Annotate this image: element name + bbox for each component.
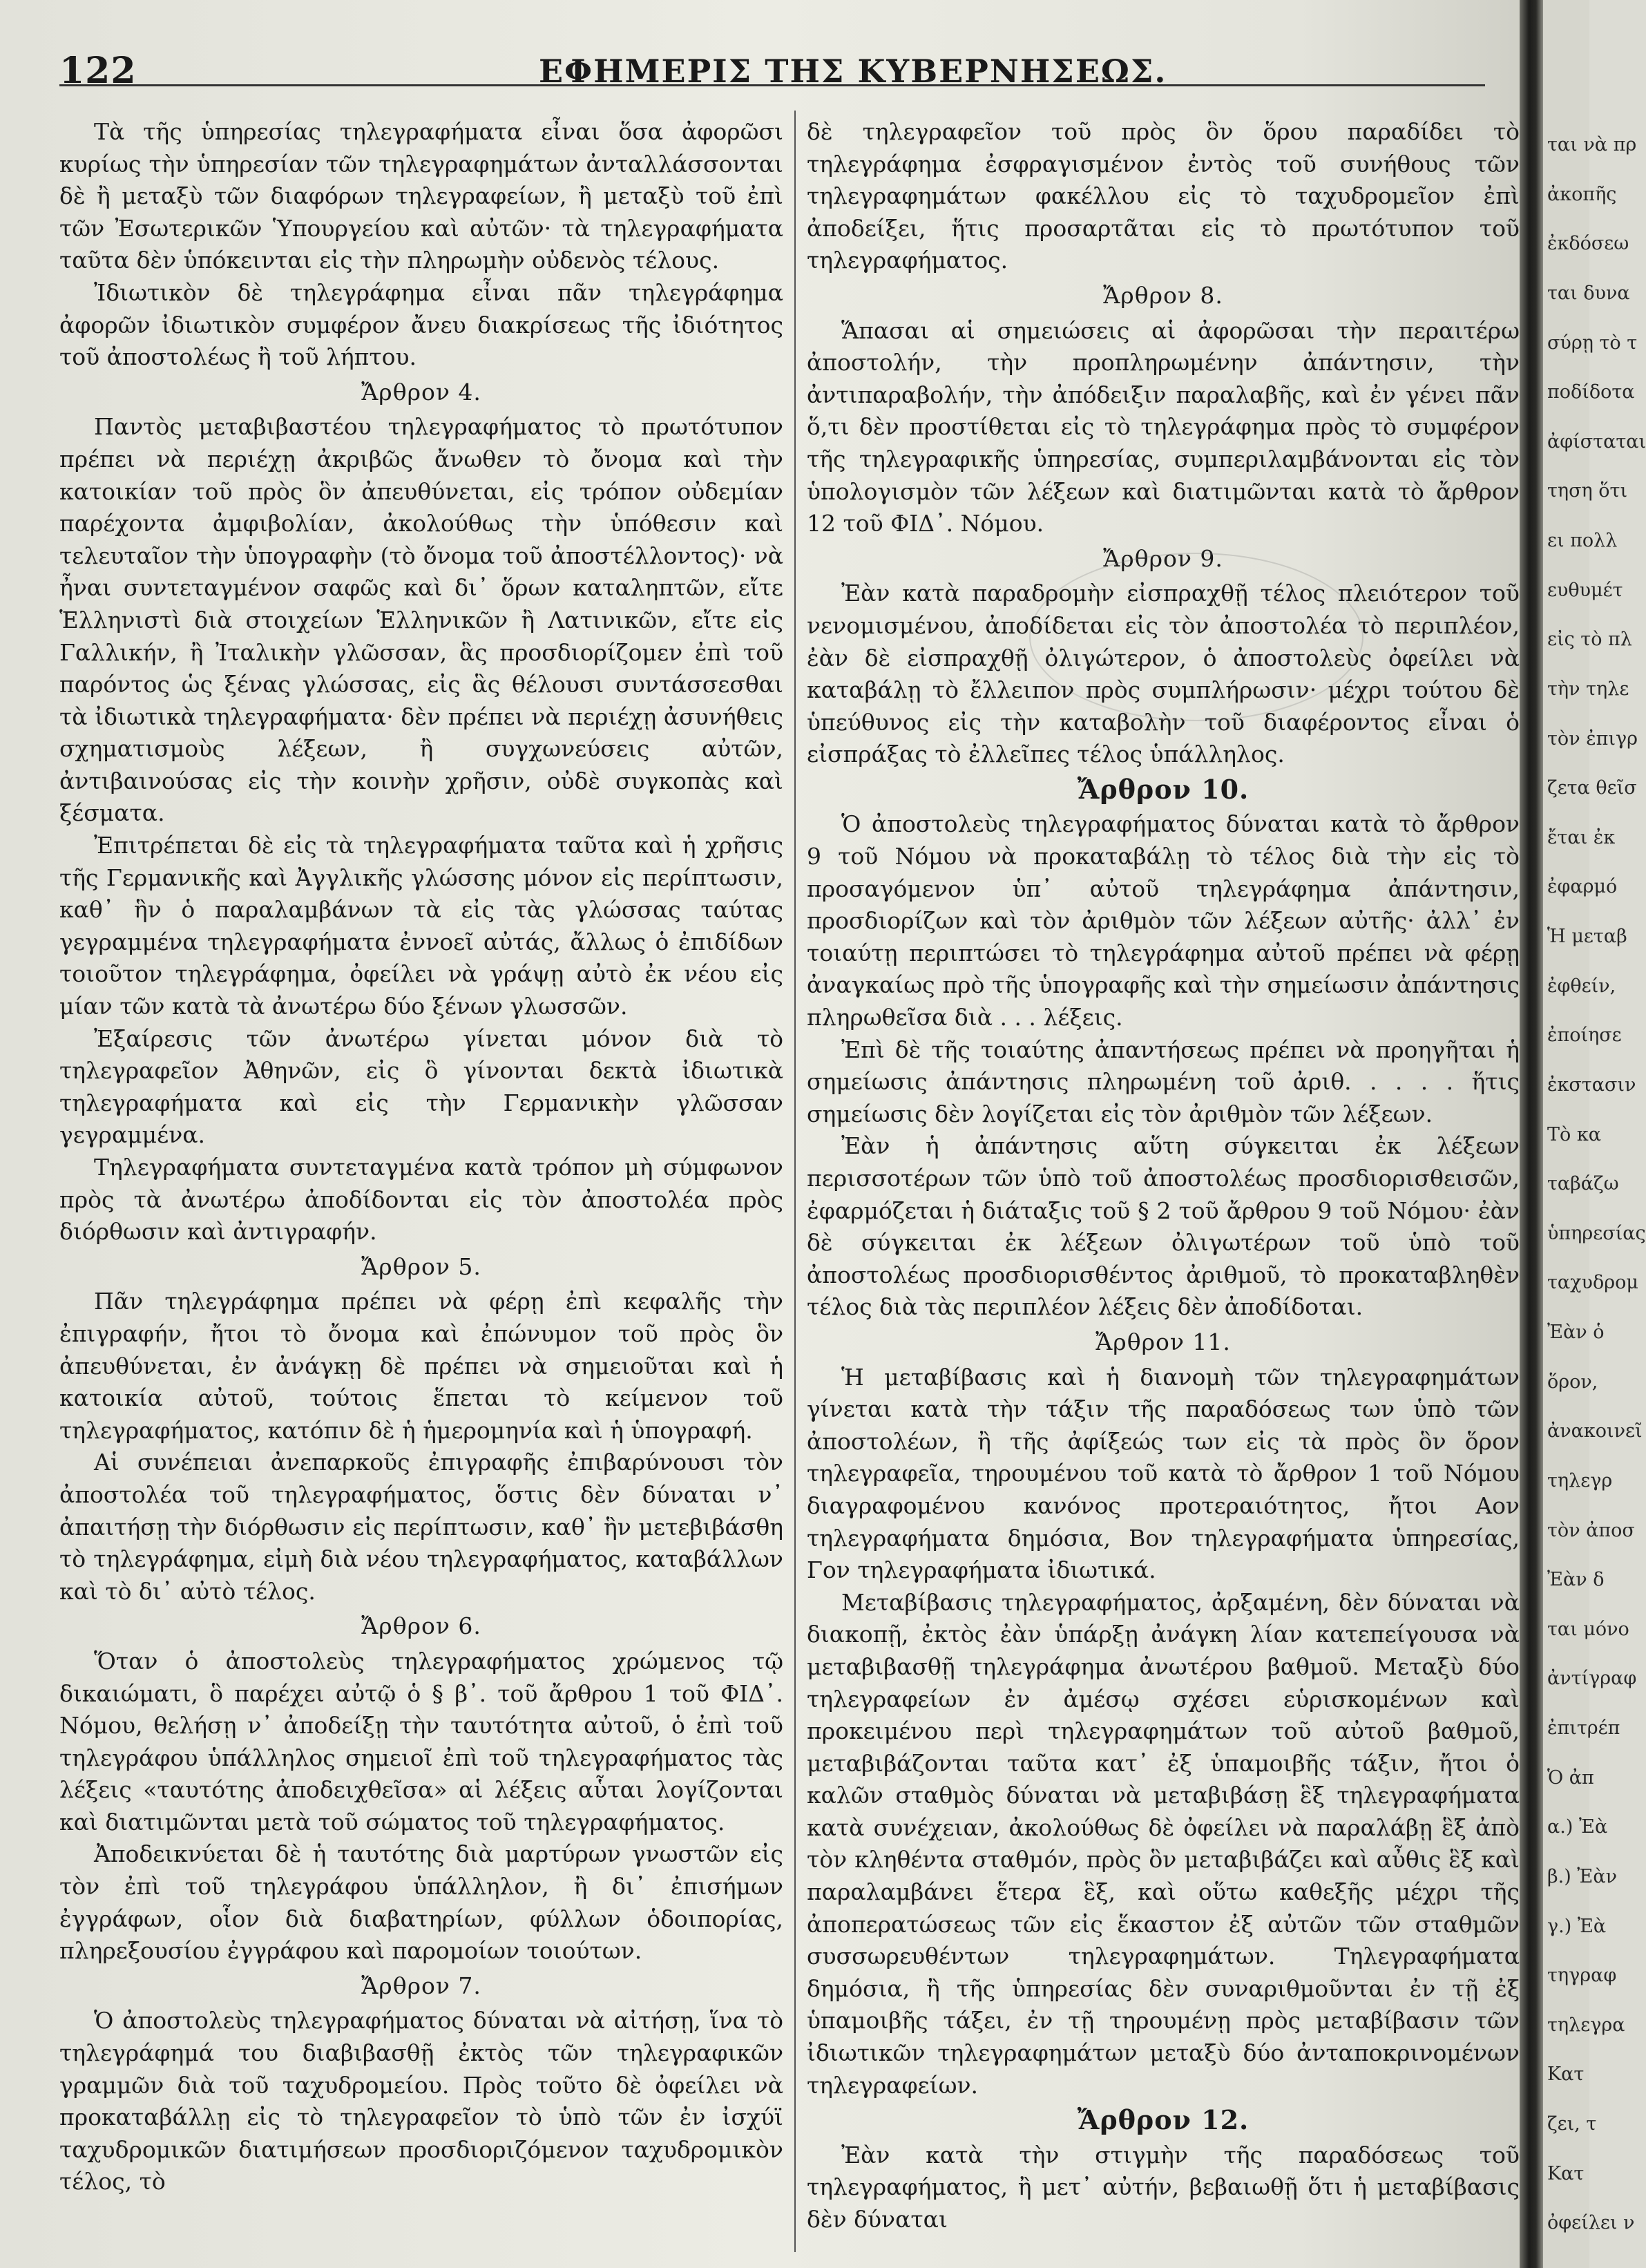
facing-page-fragment: ται νὰ πρ [1547,134,1637,155]
facing-page-fragment: ἐκδόσεω [1547,233,1629,255]
paragraph: Ὁ ἀποστολεὺς τηλεγραφήματος δύναται κατὰ τὸ ἄρθρον 9 τοῦ Νόμου νὰ προκαταβάλῃ τὸ τέλος διὰ τὴν εἰς τὸ προσαγόμενον ὑπ᾽ αὐτοῦ τηλεγράφημα ἀπάντησιν, προσδιορίζων καὶ τὸν ἀριθμὸν τῶν λέξεων αὐτῆς· ἀλλ᾽ ἐν τοιαύτῃ περιπτώσει τὸ τηλεγράφημα αὐτοῦ πρέπει νὰ φέρῃ ἀναγκαίως πρὸ τῆς ὑπογραφῆς καὶ τὴν σημείωσιν ἀπάντησις πληρωθεῖσα διὰ . . . λέξεις. [807,810,1520,1031]
article-heading: Ἄρθρον 6. [361,1612,481,1640]
paragraph: Ἡ μεταβίβασις καὶ ἡ διανομὴ τῶν τηλεγραφημάτων γίνεται κατὰ τὴν τάξιν τῆς παραδόσεως των ὑπὸ τῶν ἀποστολέων, ἢ τῆς ἀφίξεώς των εἰς τὰ πρὸς ὃν ὅρον τηλεγραφεῖα, τηρουμένου τοῦ κατὰ τὸ ἄρθρον 1 τοῦ Νόμου διαγραφομένου κανόνος προτεραιότητος, ἤτοι Αον τηλεγραφήματα δημόσια, Βον τηλεγραφήματα ὑπηρεσίας, Γον τηλεγραφήματα ἰδιωτικά. [807,1363,1520,1584]
paragraph: Ἰδιωτικὸν δὲ τηλεγράφημα εἶναι πᾶν τηλεγράφημα ἀφορῶν ἰδιωτικὸν συμφέρον ἄνευ διακρίσεως τῆς ἰδιότητος τοῦ ἀποστολέως ἢ τοῦ λήπτου. [59,278,783,371]
paragraph: Ἐπὶ δὲ τῆς τοιαύτης ἀπαντήσεως πρέπει νὰ προηγῆται ἡ σημείωσις ἀπάντησις πληρωμένη τοῦ ἀριθ. . . . . ἥτις σημείωσις δὲν λογίζεται εἰς τὸν ἀριθμὸν τῶν λέξεων. [807,1036,1520,1127]
paragraph: Ὅταν ὁ ἀποστολεὺς τηλεγραφήματος χρώμενος τῷ δικαιώματι, ὃ παρέχει αὐτῷ ὁ § β᾽. τοῦ ἄρθρου 1 τοῦ ΦΙΔ᾽. Νόμου, θελήσῃ ν᾽ ἀποδείξῃ τὴν ταυτότητα αὐτοῦ, ὁ ἐπὶ τοῦ τηλεγράφου ὑπάλληλος σημειοῖ ἐπὶ τοῦ τηλεγραφήματος τὰς λέξεις «ταυτότης ἀποδειχθεῖσα» αἱ λέξεις αὗται λογίζονται καὶ διατιμῶνται μετὰ τοῦ σώματος τοῦ τηλεγραφήματος. [59,1647,783,1836]
facing-page-fragment: ἐκστασιν [1547,1074,1636,1096]
facing-page-fragment: τηση ὅτι [1547,480,1628,502]
facing-page-fragment: α.) Ἐὰ [1547,1816,1608,1838]
facing-page-fragment: γ.) Ἐὰ [1547,1915,1607,1937]
paragraph: Αἱ συνέπειαι ἀνεπαρκοῦς ἐπιγραφῆς ἐπιβαρύνουσι τὸν ἀποστολέα τοῦ τηλεγραφήματος, ὅστις δὲν δύναται ν᾽ ἀπαιτήσῃ τὴν διόρθωσιν εἰς περίπτωσιν, καθ᾽ ἣν μετεβιβάσθη τὸ τηλεγράφημα, εἰμὴ διὰ νέου τηλεγραφήματος, καταβάλλων καὶ τὸ δι᾽ αὐτὸ τέλος. [59,1449,783,1605]
facing-page-fragment: ζετα θεῖσ [1547,777,1637,799]
article-heading: Ἄρθρον 9. [1103,544,1223,572]
article-heading: Ἄρθρον 7. [361,1972,481,1999]
facing-page-fragment: εἰς τὸ πλ [1547,629,1632,651]
paragraph: Τὰ τῆς ὑπηρεσίας τηλεγραφήματα εἶναι ὅσα ἀφορῶσι κυρίως τὴν ὑπηρεσίαν τῶν τηλεγραφημάτων ἀνταλλάσσονται δὲ ἢ μεταξὺ τῶν διαφόρων τηλεγραφείων, ἢ μεταξὺ τοῦ ἐπὶ τῶν Ἐσωτερικῶν Ὑπουργείου καὶ αὐτῶν· τὰ τηλεγραφήματα ταῦτα δὲν ὑπόκεινται εἰς τὴν πληρωμὴν οὐδενὸς τέλους. [59,118,783,274]
facing-page-fragment: ζει, τ [1547,2113,1597,2135]
facing-page-fragment: ἀκοπῆς [1547,183,1617,205]
facing-page-fragment: Κατ [1547,2162,1585,2184]
facing-page-fragment: τὸν ἐπιγρ [1547,727,1638,750]
facing-page-fragment: ἐποίησε [1547,1025,1622,1047]
facing-page-fragment: σύρῃ τὸ τ [1547,332,1638,354]
facing-page-fragment: ἐπιτρέπ [1547,1717,1620,1740]
facing-page-fragment: ἐφθείν, [1547,975,1616,997]
article-heading: Ἄρθρον 4. [361,378,481,406]
column-divider [794,111,796,2252]
facing-page-fragment: ει πολλ [1547,530,1618,552]
article-heading: Ἄρθρον 11. [1095,1328,1231,1355]
facing-page-fragment: Τὸ κα [1547,1123,1601,1145]
facing-page-fragment: ἐφαρμό [1547,876,1618,898]
paragraph: Ἐὰν κατὰ παραδρομὴν εἰσπραχθῇ τέλος πλειότερον τοῦ νενομισμένου, ἀποδίδεται εἰς τὸν ἀποστολέα τὸ περιπλέον, ἐὰν δὲ εἰσπραχθῇ ὀλιγώτερον, ὁ ἀποστολεὺς ὀφείλει νὰ καταβάλῃ τὸ ἔλλειπον πρὸς συμπλήρωσιν· μέχρι τούτου δὲ ὑπεύθυνος εἰς τὴν καταβολὴν τοῦ διαφέροντος εἶναι ὁ εἰσπράξας τὸ ἐλλεῖπες τέλος ὑπάλληλος. [807,580,1520,768]
paragraph: Πᾶν τηλεγράφημα πρέπει νὰ φέρῃ ἐπὶ κεφαλῆς τὴν ἐπιγραφήν, ἤτοι τὸ ὄνομα καὶ ἐπώνυμον τοῦ πρὸς ὃν ἀπευθύνεται, ἐν ἀνάγκῃ δὲ πρέπει νὰ σημειοῦται καὶ ἡ κατοικία αὐτοῦ, τούτοις ἕπεται τὸ κείμενον τοῦ τηλεγραφήματος, κατόπιν δὲ ἡ ἡμερομηνία καὶ ἡ ὑπογραφή. [59,1288,783,1444]
facing-page-fragment: ται μόνο [1547,1618,1629,1640]
facing-page-fragment: ταχυδρομ [1547,1272,1638,1294]
page-header [0,50,1520,105]
facing-page-fragment: ὀφείλει ν [1547,2212,1635,2234]
facing-page-fragment: ἀφίσταται [1547,430,1646,452]
facing-page-fragment: τὴν τηλε [1547,678,1629,700]
page-number: 122 [59,50,137,92]
article-heading: Ἄρθρον 8. [1103,281,1223,309]
paragraph: Τηλεγραφήματα συντεταγμένα κατὰ τρόπον μὴ σύμφωνον πρὸς τὰ ἀνωτέρω ἀποδίδονται εἰς τὸν ἀποστολέα πρὸς διόρθωσιν καὶ ἀντιγραφήν. [59,1154,783,1246]
paragraph: Ἐὰν κατὰ τὴν στιγμὴν τῆς παραδόσεως τοῦ τηλεγραφήματος, ἢ μετ᾽ αὐτήν, βεβαιωθῇ ὅτι ἡ μεταβίβασις δὲν δύναται [807,2141,1520,2233]
facing-page-fragment: Ἐὰν δ [1547,1569,1605,1591]
facing-page-fragment: τηλεγρ [1547,1469,1613,1492]
facing-page-fragment: ευθυμέτ [1547,579,1623,601]
article-heading: Ἄρθρον 12. [1077,2104,1250,2136]
facing-page-fragment: τὸν ἀποσ [1547,1519,1635,1541]
journal-title: ΕΦΗΜΕΡΙΣ ΤΗΣ ΚΥΒΕΡΝΗΣΕΩΣ. [539,53,1167,90]
facing-page-fragment: β.) Ἐὰν [1547,1865,1617,1887]
facing-page-fragment: ὅρον, [1547,1371,1598,1393]
article-heading: Ἄρθρον 5. [361,1252,481,1280]
left-column [59,116,783,2198]
paragraph: δὲ τηλεγραφεῖον τοῦ πρὸς ὃν ὅρου παραδίδει τὸ τηλεγράφημα ἐσφραγισμένον ἐντὸς τοῦ συνήθους τῶν τηλεγραφημάτων φακέλλου εἰς τὸ ταχυδρομεῖον ἐπὶ ἀποδείξει, ἥτις προσαρτᾶται εἰς τὸ πρωτότυπον τοῦ τηλεγραφήματος. [807,118,1520,274]
paragraph: Ἐπιτρέπεται δὲ εἰς τὰ τηλεγραφήματα ταῦτα καὶ ἡ χρῆσις τῆς Γερμανικῆς καὶ Ἀγγλικῆς γλώσσης μόνον εἰς περίπτωσιν, καθ᾽ ἣν ὁ παραλαμβάνων τὰ εἰς τὰς γλώσσας ταύτας γεγραμμένα τηλεγραφήματα ἐννοεῖ αὐτάς, ἄλλως ὁ ἐπιδίδων τοιοῦτον τηλεγράφημα, ὀφείλει νὰ γράψῃ αὐτὸ ἐκ νέου εἰς μίαν τῶν κατὰ τὰ ἀνωτέρω δύο ξένων γλωσσῶν. [59,832,783,1020]
facing-page-fragment: ἔται ἐκ [1547,826,1616,848]
facing-page-fragment: ὑπηρεσίας [1547,1222,1646,1244]
facing-page-fragment: Ἐὰν ὁ [1547,1322,1605,1344]
paragraph: Ἐὰν ἡ ἀπάντησις αὕτη σύγκειται ἐκ λέξεων περισσοτέρων τῶν ὑπὸ τοῦ ἀποστολέως προσδιορισθεισῶν, ἐφαρμόζεται ἡ διάταξις τοῦ § 2 τοῦ ἄρθρου 9 τοῦ Νόμου· ἐὰν δὲ σύγκειται ἐκ λέξεων ὀλιγωτέρων τοῦ ὑπὸ τοῦ ἀποστολέως προσδιορισθέντος ἀριθμοῦ, τὸ προκαταβληθὲν τέλος διὰ τὰς περιπλέον λέξεις δὲν ἀποδίδοται. [807,1132,1520,1321]
facing-page-fragment: ται δυνα [1547,282,1630,304]
paragraph: Ἅπασαι αἱ σημειώσεις αἱ ἀφορῶσαι τὴν περαιτέρω ἀποστολήν, τὴν προπληρωμένην ἀπάντησιν, τὴν ἀντιπαραβολήν, τὴν ἀπόδειξιν παραλαβῆς, καὶ ἐν γένει πᾶν ὅ,τι δὲν προστίθεται εἰς τὸ τηλεγράφημα πρὸς τὸ συμφέρον τῆς τηλεγραφικῆς ὑπηρεσίας, συμπεριλαμβάνονται εἰς τὸν ὑπολογισμὸν τῶν λέξεων καὶ διατιμῶνται κατὰ τὸ ἄρθρον 12 τοῦ ΦΙΔ᾽. Νόμου. [807,316,1520,537]
facing-page-fragment: ποδίδοτα [1547,381,1635,403]
book-gutter-shadow [1520,0,1543,2268]
facing-page-fragment: τηγραφ [1547,1965,1617,1987]
paragraph: Παντὸς μεταβιβαστέου τηλεγραφήματος τὸ πρωτότυπον πρέπει νὰ περιέχῃ ἀκριβῶς ἄνωθεν τὸ ὄνομα καὶ τὴν κατοικίαν τοῦ πρὸς ὃν ἀπευθύνεται, εἰς τρόπον οὐδεμίαν παρέχοντα ἀμφιβολίαν, ἀκολούθως τὴν ὑπόθεσιν καὶ τελευταῖον τὴν ὑπογραφὴν (τὸ ὄνομα τοῦ ἀποστέλλοντος)· νὰ ἦναι συντεταγμένον σαφῶς καὶ δι᾽ ὅρων καταληπτῶν, εἴτε Ἑλληνιστὶ διὰ στοιχείων Ἑλληνικῶν ἢ Λατινικῶν, εἴτε εἰς Γαλλικήν, ἢ Ἰταλικὴν γλῶσσαν, ἃς προσδιορίζομεν ἐπὶ τοῦ παρόντος ὡς ξένας γλώσσας, εἰς ἃς θέλουσι συντάσσεσθαι τὰ ἰδιωτικὰ τηλεγραφήματα· δὲν πρέπει νὰ περιέχῃ ἀσυνήθεις σχηματισμοὺς λέξεων, ἢ συγχωνεύσεις αὐτῶν, ἀντιβαινούσας εἰς τὴν κοινὴν χρῆσιν, οὐδὲ συγκοπὰς καὶ ξέσματα. [59,413,783,827]
facing-page-fragment: ἀντίγραφ [1547,1668,1637,1690]
right-column [807,116,1520,2236]
facing-page-fragment: Κατ [1547,2064,1585,2086]
paragraph: Ἀποδεικνύεται δὲ ἡ ταυτότης διὰ μαρτύρων γνωστῶν εἰς τὸν ἐπὶ τοῦ τηλεγράφου ὑπάλληλον, ἢ δι᾽ ἐπισήμων ἐγγράφων, οἷον διὰ διαβατηρίων, φύλλων ὁδοιπορίας, πληρεξουσίου ἐγγράφου καὶ παρομοίων τοιούτων. [59,1840,783,1965]
facing-page-fragment: Ὁ ἀπ [1547,1766,1594,1789]
facing-page-fragment: τηλεγρα [1547,2014,1625,2036]
facing-page-fragment: ταβάζω [1547,1173,1619,1195]
facing-page-fragment: ἀνακοινεῖ [1547,1420,1643,1442]
article-heading: Ἄρθρον 10. [1077,773,1250,805]
facing-page-edge [1543,0,1646,2268]
paragraph: Ἐξαίρεσις τῶν ἀνωτέρω γίνεται μόνον διὰ τὸ τηλεγραφεῖον Ἀθηνῶν, εἰς ὃ γίνονται δεκτὰ ἰδιωτικὰ τηλεγραφήματα καὶ εἰς τὴν Γερμανικὴν γλῶσσαν γεγραμμένα. [59,1025,783,1149]
paragraph: Μεταβίβασις τηλεγραφήματος, ἀρξαμένη, δὲν δύναται νὰ διακοπῇ, ἐκτὸς ἐὰν ὑπάρξῃ ἀνάγκη λίαν κατεπείγουσα νὰ μεταβιβασθῇ τηλεγράφημα ἀνωτέρου βαθμοῦ. Μεταξὺ δύο τηλεγραφείων ἐν ἀμέσῳ σχέσει εὑρισκομένων καὶ προκειμένου περὶ τηλεγραφημάτων τοῦ αὐτοῦ βαθμοῦ, μεταβιβάζονται ταῦτα κατ᾽ ἐξ ὑπαμοιβῆς τάξιν, ἤτοι ὁ καλῶν σταθμὸς δύναται νὰ μεταβιβάσῃ ἓξ τηλεγραφήματα κατὰ συνέχειαν, ἀκολούθως δὲ ὀφείλει νὰ παραλάβῃ ἓξ ἀπὸ τὸν κληθέντα σταθμόν, πρὸς ὃν μεταβιβάζει καὶ αὖθις ἓξ καὶ παραλαμβάνει ἕτερα ἓξ, καὶ οὕτω καθεξῆς μέχρι τῆς ἀποπερατώσεως τῶν εἰς ἕκαστον ἐξ αὐτῶν τῶν σταθμῶν συσσωρευθέντων τηλεγραφημάτων. Τηλεγραφήματα δημόσια, ἢ τῆς ὑπηρεσίας δὲν συναριθμοῦνται ἐν τῇ ἐξ ὑπαμοιβῆς τάξει, ἐν τῇ τηρουμένῃ πρὸς μεταβίβασιν τῶν ἰδιωτικῶν τηλεγραφημάτων μεταξὺ δύο ἀνταποκρινομένων τηλεγραφείων. [807,1588,1520,2099]
header-rule [59,84,1485,86]
paragraph: Ὁ ἀποστολεὺς τηλεγραφήματος δύναται νὰ αἰτήσῃ, ἵνα τὸ τηλεγράφημά του διαβιβασθῇ ἐκτὸς τῶν τηλεγραφικῶν γραμμῶν διὰ τοῦ ταχυδρομείου. Πρὸς τοῦτο δὲ ὀφείλει νὰ προκαταβάλλῃ εἰς τὸ τηλεγραφεῖον τὸ ὑπὸ τῶν ἐν ἰσχύϊ ταχυδρομικῶν διατιμήσεων προσδιοριζόμενον ταχυδρομικὸν τέλος, τὸ [59,2007,783,2195]
facing-page-fragment: Ἡ μεταβ [1547,926,1627,948]
